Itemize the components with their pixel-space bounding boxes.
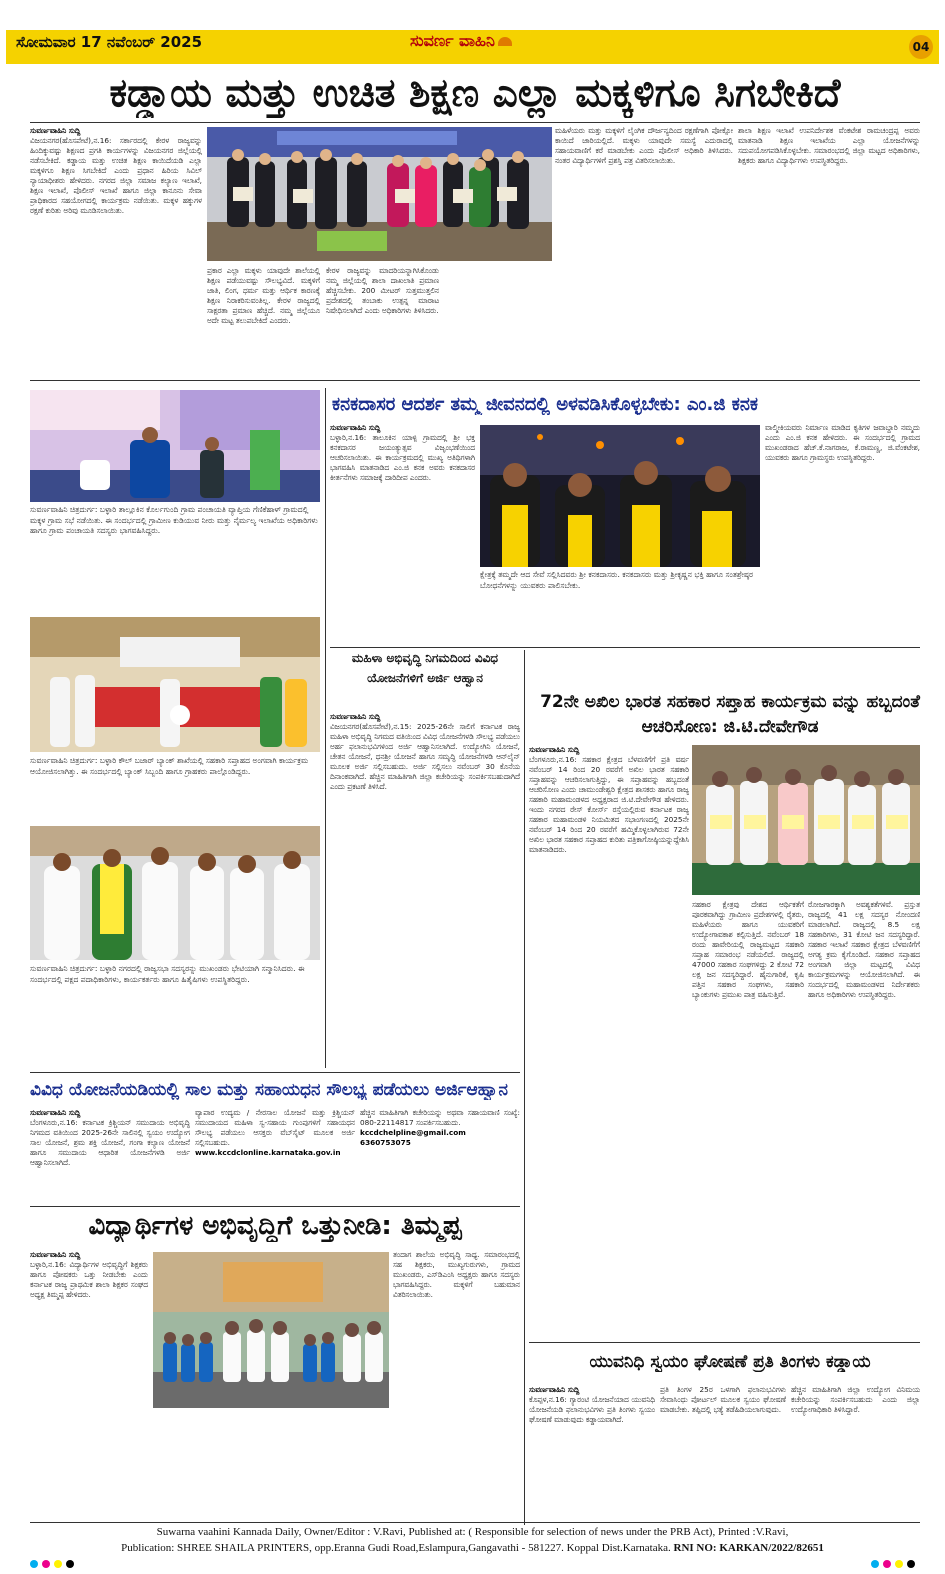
felicitation-photo xyxy=(30,826,320,960)
divider xyxy=(529,1342,920,1343)
mahila-byline: ಸುವರ್ಣವಾಹಿನಿ ಸುದ್ದಿ xyxy=(330,712,381,721)
registration-mark-icon xyxy=(907,1560,915,1568)
main-story-text: ಕೇರಳ ರಾಜ್ಯವನ್ನು ಮಾದರಿಯನ್ನಾಗಿಸಿಕೊಂಡು ನಮ್ಮ ಜಿಲ್ಲೆಯಲ್ಲಿ ಶಾಲಾ ದಾಖಲಾತಿ ಪ್ರಮಾಣ ಹೆಚ್ಚಿಸಬೇಕು. 200 ಮೀಟರ್ ಸುತ್ತಮುತ್ತಲಿನ ಪ್ರದೇಶದಲ್ಲಿ ತಂಬಾಕು ಉತ್ಪನ್ನ ಮಾರಾಟ ನಿಷೇಧಿಸಲಾಗಿದೆ ಎಂದು ಅಧಿಕಾರಿಗಳು ತಿಳಿಸಿದರು. xyxy=(326,266,439,315)
caption-text: ಸುವರ್ಣವಾಹಿನಿ ಚಿತ್ರದುರ್ಗ: ಬಳ್ಳಾರಿ ತಾಲ್ಲೂಕಿನ ಕೊರ್ಲಗುಂದಿ ಗ್ರಾಮ ಪಂಚಾಯತಿ ವ್ಯಾಪ್ತಿಯ ಗೆಣಿಕೆಹಾಳ್ ಗ್ರಾಮದಲ್ಲಿ ಮಕ್ಕಳ ಗ್ರಾಮ ಸಭೆ ನಡೆಯಿತು. ಈ ಸಂದರ್ಭದಲ್ಲಿ ಗ್ರಾಮೀಣ ಕುಡಿಯುವ ನೀರು ಮತ್ತು ನೈರ್ಮಲ್ಯ ಇಲಾಖೆಯ ಅಧಿಕಾರಿಗಳು ಹಾಗೂ ಗ್ರಾಮ ಪಂಚಾಯತಿ ಸದಸ್ಯರು ಭಾಗವಹಿಸಿದ್ದರು. xyxy=(30,505,318,535)
kanaka-byline: ಸುವರ್ಣವಾಹಿನಿ ಸುದ್ದಿ xyxy=(330,423,381,432)
sahakara-text: ಸಹಕಾರ ಕ್ಷೇತ್ರವು ದೇಶದ ಆರ್ಥಿಕತೆಗೆ ಪೂರಕವಾಗಿದ್ದು ಗ್ರಾಮೀಣ ಪ್ರದೇಶಗಳಲ್ಲಿ ರೈತರು, ಮಹಿಳೆಯರು ಹಾಗೂ ಯುವಕರಿಗೆ ಉದ್ಯೋಗಾವಕಾಶ ಕಲ್ಪಿಸುತ್ತಿದೆ. ನವೆಂಬರ್ 18 ರಂದು ಹಾವೇರಿಯಲ್ಲಿ ರಾಜ್ಯಮಟ್ಟದ ಸಹಕಾರಿ ಸಪ್ತಾಹ ಸಮಾರಂಭ ನಡೆಯಲಿದೆ. ರಾಜ್ಯದಲ್ಲಿ 47000 ಸಹಕಾರ ಸಂಘಗಳಿದ್ದು 2 ಕೋಟಿ 72 ಲಕ್ಷ ಜನ ಸದಸ್ಯರಿದ್ದಾರೆ. ಹೈನುಗಾರಿಕೆ, ಕೃಷಿ ಪತ್ತಿನ ಸಹಕಾರ ಸಂಘಗಳು, ಸಹಕಾರಿ ಬ್ಯಾಂಕುಗಳು ಪ್ರಮುಖ ಪಾತ್ರ ವಹಿಸುತ್ತಿವೆ. xyxy=(692,900,804,999)
loan-text: ಹೆಚ್ಚಿನ ಮಾಹಿತಿಗಾಗಿ ಕಚೇರಿಯನ್ನು ಅಥವಾ ಸಹಾಯವಾಣಿ ಸಂಖ್ಯೆ: 080-22114817 ಸಂಪರ್ಕಿಸಬಹುದು. xyxy=(360,1108,520,1127)
vidya-headline: ವಿದ್ಯಾರ್ಥಿಗಳ ಅಭಿವೃದ್ಧಿಗೆ ಒತ್ತುನೀಡಿ: ತಿಮ್ಮಪ್ಪ xyxy=(88,1211,462,1241)
main-story-text: ಪ್ರಕಾರ ಎಲ್ಲಾ ಮಕ್ಕಳು ಯಾವುದೇ ಶಾಲೆಯಲ್ಲಿ ಶಿಕ್ಷಣ ಪಡೆಯುವಷ್ಟು ಸೌಲಭ್ಯವಿದೆ. ಮಕ್ಕಳಿಗೆ ಜಾತಿ, ಲಿಂಗ, ಧರ್ಮ ಮತ್ತು ಆರ್ಥಿಕ ಕಾರಣಕ್ಕೆ ಶಿಕ್ಷಣ ನಿರಾಕರಿಸುವಂತಿಲ್ಲ. ಕೇರಳ ರಾಜ್ಯದಲ್ಲಿ ಸಾಕ್ಷರತಾ ಪ್ರಮಾಣ ಹೆಚ್ಚಿದೆ. ನಮ್ಮ ಜಿಲ್ಲೆಯೂ ಅದೇ ಮಟ್ಟ ತಲುಪಬೇಕಿದೆ ಎಂದರು. xyxy=(207,266,320,325)
divider xyxy=(30,1072,520,1073)
mahila-headline: ಮಹಿಳಾ ಅಭಿವೃದ್ಧಿ ನಿಗಮದಿಂದ ವಿವಿಧ ಯೋಜನೆಗಳಿಗೆ ಅರ್ಜಿ ಆಹ್ವಾನ xyxy=(351,651,499,685)
caption-text: ಸುವರ್ಣವಾಹಿನಿ ಚಿತ್ರದುರ್ಗ: ಬಳ್ಳಾರಿ ಕೌಲ್ ಬಜಾರ್ ಬ್ಯಾಂಕ್ ಶಾಖೆಯಲ್ಲಿ ಸಹಕಾರಿ ಸಪ್ತಾಹದ ಅಂಗವಾಗಿ ಕಾರ್ಯಕ್ರಮ ಆಯೋಜಿಸಲಾಗಿತ್ತು. ಈ ಸಂದರ್ಭದಲ್ಲಿ ಬ್ಯಾಂಕ್ ಸಿಬ್ಬಂದಿ ಹಾಗೂ ಗ್ರಾಹಕರು ಪಾಲ್ಗೊಂಡಿದ್ದರು. xyxy=(30,756,309,776)
photo-caption xyxy=(30,505,320,609)
kanaka-headline: ಕನಕದಾಸರ ಆದರ್ಶ ತಮ್ಮ ಜೀವನದಲ್ಲಿ ಅಳವಡಿಸಿಕೊಳ್ಳಬೇಕು: ಎಂ.ಜಿ ಕನಕ xyxy=(332,394,758,415)
main-story-col3 xyxy=(326,266,439,372)
registration-mark-icon xyxy=(54,1560,62,1568)
registration-mark-icon xyxy=(871,1560,879,1568)
main-story-col5 xyxy=(738,126,920,372)
sahakara-text: ರೋಜಗಾರಕ್ಕಾಗಿ ಅವಶ್ಯಕತೆಗಳಿವೆ. ಪ್ರಸ್ತುತ ರಾಜ್ಯದಲ್ಲಿ 41 ಲಕ್ಷ ಸದಸ್ಯರ ನೋಂದಣಿ ಮಾಡಲಾಗಿದೆ. ರಾಜ್ಯದಲ್ಲಿ 8.5 ಲಕ್ಷ ಸಹಕಾರಿಗಳು, 31 ಕೋಟಿ ಜನ ಸದಸ್ಯರಿದ್ದಾರೆ. ಸಹಕಾರ ಇಲಾಖೆ ಸಹಕಾರ ಕ್ಷೇತ್ರದ ಬೆಳವಣಿಗೆಗೆ ಅಗತ್ಯ ಕ್ರಮ ಕೈಗೊಂಡಿದೆ. ಸಹಕಾರ ಸಪ್ತಾಹದ ಅಂಗವಾಗಿ ಜಿಲ್ಲಾ ಮಟ್ಟದಲ್ಲಿ ವಿವಿಧ ಕಾರ್ಯಕ್ರಮಗಳನ್ನು ಆಯೋಜಿಸಲಾಗಿದೆ. ಈ ಸಂದರ್ಭದಲ್ಲಿ ಮಹಾಮಂಡಳದ ನಿರ್ದೇಶಕರು ಹಾಗೂ ಅಧಿಕಾರಿಗಳು ಉಪಸ್ಥಿತರಿದ್ದರು. xyxy=(808,900,920,999)
loan-mobile: 6360753075 xyxy=(360,1138,411,1147)
imprint-line1: Suwarna vaahini Kannada Daily, Owner/Editor : V.Ravi, Published at: ( Responsible for selection of news under the PRB Act), Printed :V.Ravi, xyxy=(156,1526,789,1538)
loan-headline: ವಿವಿಧ ಯೋಜನೆಯಡಿಯಲ್ಲಿ ಸಾಲ ಮತ್ತು ಸಹಾಯಧನ ಸೌಲಭ್ಯ ಪಡೆಯಲು ಅರ್ಜಿಆಹ್ವಾನ xyxy=(30,1080,508,1100)
yuva-col2 xyxy=(660,1385,786,1520)
sahakara-byline: ಸುವರ್ಣವಾಹಿನಿ ಸುದ್ದಿ xyxy=(529,745,580,754)
vidya-photo xyxy=(153,1252,389,1408)
divider xyxy=(30,1206,520,1207)
divider xyxy=(325,388,326,1068)
vidya-col2 xyxy=(393,1250,520,1520)
kanaka-text: ವಾಲ್ಮೀಕಿಯವರು ನಿರ್ಮಾಣ ಮಾಡಿದ ಕೃತಿಗಳ ಜವಾಬ್ದಾರಿ ನಮ್ಮದು ಎಂದು ಎಂ.ಜಿ ಕನಕ ಹೇಳಿದರು. ಈ ಸಂದರ್ಭದಲ್ಲಿ ಗ್ರಾಮದ ಮುಖಂಡರಾದ ಹೆಚ್.ಕೆ.ನಾಗರಾಜ, ಕೆ.ರಾಮಣ್ಣ, ಜಿ.ವೆಂಕಟೇಶ, ಯುವಕರು ಹಾಗೂ ಗ್ರಾಮಸ್ಥರು ಉಪಸ್ಥಿತರಿದ್ದರು. xyxy=(765,423,920,462)
vidya-text: ಬಳ್ಳಾರಿ,ನ.16: ವಿದ್ಯಾರ್ಥಿಗಳ ಅಭಿವೃದ್ಧಿಗೆ ಶಿಕ್ಷಕರು ಹಾಗೂ ಪೋಷಕರು ಒತ್ತು ನೀಡಬೇಕು ಎಂದು ಕರ್ನಾಟಕ ರಾಜ್ಯ ಪ್ರಾಥಮಿಕ ಶಾಲಾ ಶಿಕ್ಷಕರ ಸಂಘದ ಅಧ್ಯಕ್ಷ ತಿಮ್ಮಪ್ಪ ಹೇಳಿದರು. xyxy=(30,1260,148,1299)
loan-text: ವ್ಯಾಪಾರ ಉದ್ಯಮ / ನೇರಸಾಲ ಯೋಜನೆ ಮತ್ತು ಕ್ರಿಶ್ಚಿಯನ್ ಸಮುದಾಯದ ಮಹಿಳಾ ಸ್ವ-ಸಹಾಯ ಗುಂಪುಗಳಿಗೆ ಸಹಾಯಧನ ಸೌಲಭ್ಯ ಪಡೆಯಲು ಆಸಕ್ತರು ವೆಬ್‌ಸೈಟ್ ಮೂಲಕ ಅರ್ಜಿ ಸಲ್ಲಿಸಬಹುದು. xyxy=(195,1108,355,1147)
loan-text: ಬೆಂಗಳೂರು,ನ.16: ಕರ್ನಾಟಕ ಕ್ರಿಶ್ಚಿಯನ್ ಸಮುದಾಯ ಅಭಿವೃದ್ಧಿ ನಿಗಮದ ವತಿಯಿಂದ 2025-26ನೇ ಸಾಲಿನಲ್ಲಿ ಸ್ವಯಂ ಉದ್ಯೋಗ ಸಾಲ ಯೋಜನೆ, ಶ್ರಮ ಶಕ್ತಿ ಯೋಜನೆ, ಗಂಗಾ ಕಲ್ಯಾಣ ಯೋಜನೆ ಹಾಗೂ ಸಮುದಾಯ ಆಧಾರಿತ ಯೋಜನೆಗಳಡಿ ಅರ್ಜಿ ಆಹ್ವಾನಿಸಲಾಗಿದೆ. xyxy=(30,1118,190,1167)
kanaka-photo xyxy=(480,425,760,567)
masthead-bar xyxy=(6,30,939,64)
loan-website-link[interactable]: www.kccdclonline.karnataka.gov.in xyxy=(195,1148,341,1157)
loan-col3 xyxy=(360,1108,520,1204)
loan-col2 xyxy=(195,1108,355,1204)
main-story-col4 xyxy=(555,126,733,372)
registration-mark-icon xyxy=(30,1560,38,1568)
main-story-byline: ಸುವರ್ಣವಾಹಿನಿ ಸುದ್ದಿ xyxy=(30,126,81,135)
bank-event-photo xyxy=(30,617,320,752)
registration-mark-icon xyxy=(895,1560,903,1568)
kanaka-text: ಬಳ್ಳಾರಿ,ನ.16: ತಾಲೂಕಿನ ಯಾಳ್ಪಿ ಗ್ರಾಮದಲ್ಲಿ ಶ್ರೀ ಭಕ್ತ ಕನಕದಾಸರ ಜಯಂತ್ಯುತ್ಸವ ವಿಜೃಂಭಣೆಯಿಂದ ಆಚರಿಸಲಾಯಿತು. ಈ ಕಾರ್ಯಕ್ರಮದಲ್ಲಿ ಮುಖ್ಯ ಅತಿಥಿಗಳಾಗಿ ಭಾಗವಹಿಸಿ ಮಾತನಾಡಿದ ಎಂ.ಜಿ ಕನಕ ಅವರು ಕನಕದಾಸರ ಕೀರ್ತನೆಗಳು ಸಮಾಜಕ್ಕೆ ದಾರಿದೀಪ ಎಂದರು. xyxy=(330,433,475,482)
divider xyxy=(30,380,920,381)
yuva-byline: ಸುವರ್ಣವಾಹಿನಿ ಸುದ್ದಿ xyxy=(529,1385,580,1394)
registration-mark-icon xyxy=(42,1560,50,1568)
yuva-headline: ಯುವನಿಧಿ ಸ್ವಯಂ ಘೋಷಣೆ ಪ್ರತಿ ತಿಂಗಳು ಕಡ್ಡಾಯ xyxy=(589,1352,871,1372)
sahakara-headline: 72ನೇ ಅಖಿಲ ಭಾರತ ಸಹಕಾರ ಸಪ್ತಾಹ ಕಾರ್ಯಕ್ರಮ ವನ್ನು ಹಬ್ಬದಂತೆ ಆಚರಿಸೋಣ: ಜಿ.ಟಿ.ದೇವೇಗೌಡ xyxy=(540,692,920,737)
kanaka-col1 xyxy=(330,423,475,643)
mahila-text: ವಿಜಯನಗರ(ಹೊಸಪೇಟೆ),ನ.15: 2025-26ನೇ ಸಾಲಿಗೆ ಕರ್ನಾಟಕ ರಾಜ್ಯ ಮಹಿಳಾ ಅಭಿವೃದ್ಧಿ ನಿಗಮದ ವತಿಯಿಂದ ವಿವಿಧ ಯೋಜನೆಗಳಡಿ ಸೌಲಭ್ಯ ಪಡೆಯಲು ಅರ್ಹ ಫಲಾನುಭವಿಗಳಿಂದ ಅರ್ಜಿ ಆಹ್ವಾನಿಸಲಾಗಿದೆ. ಉದ್ಯೋಗಿನಿ ಯೋಜನೆ, ಚೇತನ ಯೋಜನೆ, ಧನಶ್ರೀ ಯೋಜನೆ ಹಾಗೂ ಸಮೃದ್ಧಿ ಯೋಜನೆಗಳಡಿ ಆನ್‌ಲೈನ್ ಮೂಲಕ ಅರ್ಜಿ ಸಲ್ಲಿಸಬಹುದು. ಅರ್ಜಿ ಸಲ್ಲಿಸಲು ನವೆಂಬರ್ 30 ಕೊನೆಯ ದಿನಾಂಕವಾಗಿದೆ. ಹೆಚ್ಚಿನ ಮಾಹಿತಿಗಾಗಿ ಜಿಲ್ಲಾ ಕಚೇರಿಯನ್ನು ಸಂಪರ್ಕಿಸಬಹುದಾಗಿದೆ ಎಂದು ಪ್ರಕಟಣೆ ತಿಳಿಸಿದೆ. xyxy=(330,722,520,791)
photo-caption xyxy=(30,756,320,818)
main-headline: ಕಡ್ಡಾಯ ಮತ್ತು ಉಚಿತ ಶಿಕ್ಷಣ ಎಲ್ಲಾ ಮಕ್ಕಳಿಗೂ ಸಿಗಬೇಕಿದೆ xyxy=(109,71,841,116)
photo-caption xyxy=(30,964,320,1068)
sahakara-col3 xyxy=(808,900,920,1336)
page-number: 04 xyxy=(909,35,933,59)
vidya-text: ತಂದಾಗ ಶಾಲೆಯ ಅಭಿವೃದ್ಧಿ ಸಾಧ್ಯ. ಸಮಾರಂಭದಲ್ಲಿ ಸಹ ಶಿಕ್ಷಕರು, ಮುಖ್ಯಗುರುಗಳು, ಗ್ರಾಮದ ಮುಖಂಡರು, ಎಸ್‌ಡಿಎಂಸಿ ಅಧ್ಯಕ್ಷರು ಹಾಗೂ ಸದಸ್ಯರು ಭಾಗವಹಿಸಿದ್ದರು. ಮಕ್ಕಳಿಗೆ ಬಹುಮಾನ ವಿತರಿಸಲಾಯಿತು. xyxy=(393,1250,520,1299)
imprint-address: Publication: SHREE SHAILA PRINTERS, opp.Eranna Gudi Road,Eslampura,Gangavathi - 581227. Koppal Dist.Karnataka. xyxy=(121,1542,671,1554)
main-story-text: ಮಹಿಳೆಯರು ಮತ್ತು ಮಕ್ಕಳಿಗೆ ಲೈಂಗಿಕ ದೌರ್ಜನ್ಯದಿಂದ ರಕ್ಷಣೆಗಾಗಿ ಪೋಕ್ಸೋ ಕಾಯಿದೆ ಜಾರಿಯಲ್ಲಿದೆ. ಮಕ್ಕಳು ಯಾವುದೇ ಸಮಸ್ಯೆ ಎದುರಾದಲ್ಲಿ ಸಹಾಯವಾಣಿಗೆ ಕರೆ ಮಾಡಬೇಕು ಎಂದು ಪೊಲೀಸ್ ಅಧಿಕಾರಿ ತಿಳಿಸಿದರು. ನಂತರ ವಿದ್ಯಾರ್ಥಿಗಳಿಗೆ ಪ್ರಶಸ್ತಿ ಪತ್ರ ವಿತರಿಸಲಾಯಿತು. xyxy=(555,126,733,165)
main-story-col1 xyxy=(30,126,202,372)
kanaka-photo-caption xyxy=(480,570,760,642)
main-story-photo xyxy=(207,127,552,261)
caption-text: ಕ್ಷೇತ್ರಕ್ಕೆ ತಮ್ಮದೇ ಆದ ಸೇವೆ ಸಲ್ಲಿಸಿದವರು ಶ್ರೀ ಕನಕದಾಸರು. ಕನಕದಾಸರು ಮತ್ತು ಶ್ರೀಕೃಷ್ಣನ ಭಕ್ತಿ ಹಾಗೂ ಸಂತಶ್ರೇಷ್ಠರ ಬೋಧನೆಗಳನ್ನು ಯುವಕರು ಪಾಲಿಸಬೇಕು. xyxy=(480,570,754,590)
yuva-text: ಹೆಚ್ಚಿನ ಮಾಹಿತಿಗಾಗಿ ಜಿಲ್ಲಾ ಉದ್ಯೋಗ ವಿನಿಮಯ ಕಚೇರಿಯನ್ನು ಸಂಪರ್ಕಿಸಬಹುದು ಎಂದು ಜಿಲ್ಲಾ ಉದ್ಯೋಗಾಧಿಕಾರಿ ತಿಳಿಸಿದ್ದಾರೆ. xyxy=(791,1385,920,1414)
rni-number: RNI NO: KARKAN/2022/82651 xyxy=(673,1542,824,1554)
yuva-text: ಕೊಪ್ಪಳ,ನ.16: ಗ್ಯಾರಂಟಿ ಯೋಜನೆಯಾದ ಯುವನಿಧಿ ಯೋಜನೆಯಡಿ ಫಲಾನುಭವಿಗಳು ಪ್ರತಿ ತಿಂಗಳು ಸ್ವಯಂ ಘೋಷಣೆ ಮಾಡುವುದು ಕಡ್ಡಾಯವಾಗಿದೆ. xyxy=(529,1395,655,1424)
vidya-byline: ಸುವರ್ಣವಾಹಿನಿ ಸುದ್ದಿ xyxy=(30,1250,81,1259)
kanaka-col2 xyxy=(765,423,920,643)
vidya-col1 xyxy=(30,1250,148,1520)
main-story-text: ಶಾಲಾ ಶಿಕ್ಷಣ ಇಲಾಖೆ ಉಪನಿರ್ದೇಶಕ ವೆಂಕಟೇಶ ರಾಮಚಂದ್ರಪ್ಪ ಅವರು ಮಾತನಾಡಿ ಶಿಕ್ಷಣ ಇಲಾಖೆಯ ಎಲ್ಲಾ ಯೋಜನೆಗಳನ್ನು ಸದುಪಯೋಗಪಡಿಸಿಕೊಳ್ಳಬೇಕು. ಸಮಾರಂಭದಲ್ಲಿ ಜಿಲ್ಲಾ ಮಟ್ಟದ ಅಧಿಕಾರಿಗಳು, ಶಿಕ್ಷಕರು ಹಾಗೂ ವಿದ್ಯಾರ್ಥಿಗಳು ಉಪಸ್ಥಿತರಿದ್ದರು. xyxy=(738,126,920,165)
imprint-line2 xyxy=(0,1540,945,1556)
sahakara-col2 xyxy=(692,900,804,1336)
loan-col1 xyxy=(30,1108,190,1204)
mahila-body xyxy=(330,712,520,1068)
loan-email-link[interactable]: kccdchelpline@gmail.com xyxy=(360,1128,466,1137)
main-story-text: ವಿಜಯನಗರ(ಹೊಸಪೇಟೆ),ನ.16: ಸರ್ಕಾರದಲ್ಲಿ ಕೇರಳ ರಾಜ್ಯವನ್ನು ಹಿಂದಿಕ್ಕುವಷ್ಟು ಶಿಕ್ಷಣದ ಪ್ರಗತಿ ಕಾರ್ಯಗಳನ್ನು ವಿಜಯನಗರ ಜಿಲ್ಲೆಯಲ್ಲಿ ನಡೆಸಬೇಕಿದೆ. ಕಡ್ಡಾಯ ಮತ್ತು ಉಚಿತ ಶಿಕ್ಷಣ ಕಾಯಿದೆಯಡಿ ಎಲ್ಲಾ ಮಕ್ಕಳಿಗೂ ಶಿಕ್ಷಣ ಸಿಗಬೇಕಿದೆ ಎಂದು ಪ್ರಧಾನ ಹಿರಿಯ ಸಿವಿಲ್ ನ್ಯಾಯಾಧೀಶರು ಹೇಳಿದರು. ನಗರದ ಜಿಲ್ಲಾ ಸಮಾಜ ಕಲ್ಯಾಣ ಇಲಾಖೆ, ಶಿಕ್ಷಣ ಇಲಾಖೆ, ಪೊಲೀಸ್ ಇಲಾಖೆ ಹಾಗೂ ಜಿಲ್ಲಾ ಕಾನೂನು ಸೇವಾ ಪ್ರಾಧಿಕಾರದ ಸಹಯೋಗದಲ್ಲಿ ಕಾರ್ಯಕ್ರಮ ನಡೆಯಿತು. ಮಕ್ಕಳ ಹಕ್ಕುಗಳ ರಕ್ಷಣೆ ಕುರಿತು ಅರಿವು ಮೂಡಿಸಲಾಯಿತು. xyxy=(30,136,202,215)
main-story-col2 xyxy=(207,266,320,372)
brand-name: ಸುವರ್ಣ ವಾಹಿನಿ xyxy=(410,31,495,50)
registration-mark-icon xyxy=(883,1560,891,1568)
caption-text: ಸುವರ್ಣವಾಹಿನಿ ಚಿತ್ರದುರ್ಗ: ಬಳ್ಳಾರಿ ನಗರದಲ್ಲಿ ರಾಜ್ಯಸಭಾ ಸದಸ್ಯರನ್ನು ಮುಖಂಡರು ಭೇಟಿಯಾಗಿ ಸನ್ಮಾನಿಸಿದರು. ಈ ಸಂದರ್ಭದಲ್ಲಿ ಪಕ್ಷದ ಪದಾಧಿಕಾರಿಗಳು, ಕಾರ್ಯಕರ್ತರು ಹಾಗೂ ಹಿತೈಷಿಗಳು ಉಪಸ್ಥಿತರಿದ್ದರು. xyxy=(30,964,305,984)
loan-byline: ಸುವರ್ಣವಾಹಿನಿ ಸುದ್ದಿ xyxy=(30,1108,81,1117)
divider xyxy=(30,1522,920,1523)
divider xyxy=(30,122,920,123)
imprint-footer xyxy=(0,1524,945,1558)
brand-logo xyxy=(410,31,515,51)
yuva-col3 xyxy=(791,1385,920,1520)
sun-logo-icon xyxy=(498,37,512,46)
childrens-gram-sabha-photo xyxy=(30,390,320,502)
yuva-col1 xyxy=(529,1385,655,1520)
sahakara-text: ಬೆಂಗಳೂರು,ನ.16: ಸಹಕಾರ ಕ್ಷೇತ್ರದ ಬೆಳವಣಿಗೆಗೆ ಪ್ರತಿ ವರ್ಷ ನವೆಂಬರ್ 14 ರಿಂದ 20 ರವರೆಗೆ ಅಖಿಲ ಭಾರತ ಸಹಕಾರಿ ಸಪ್ತಾಹವನ್ನು ಆಚರಿಸಲಾಗುತ್ತಿದ್ದು, ಈ ಸಪ್ತಾಹವನ್ನು ಹಬ್ಬದಂತೆ ಆಚರಿಸೋಣ ಎಂದು ಚಾಮುಂಡೇಶ್ವರಿ ಕ್ಷೇತ್ರದ ಶಾಸಕರು ಹಾಗೂ ರಾಜ್ಯ ಸಹಕಾರಿ ಮಹಾಮಂಡಳದ ಅಧ್ಯಕ್ಷರಾದ ಜಿ.ಟಿ.ದೇವೇಗೌಡ ಹೇಳಿದರು. ಇಂದು ನಗರದ ರೇಸ್ ಕೋರ್ಸ್ ರಸ್ತೆಯಲ್ಲಿರುವ ಕರ್ನಾಟಕ ರಾಜ್ಯ ಸಹಕಾರ ಮಹಾಮಂಡಳಿ ನಿಯಮಿತದ ಸಭಾಂಗಣದಲ್ಲಿ 2025ನೇ ನವೆಂಬರ್ 14 ರಿಂದ 20 ರವರೆಗೆ ಹಮ್ಮಿಕೊಳ್ಳಲಾಗಿರುವ 72ನೇ ಅಖಿಲ ಭಾರತ ಸಹಕಾರ ಸಪ್ತಾಹದ ಕುರಿತು ಪತ್ರಿಕಾಗೋಷ್ಠಿಯನ್ನುದ್ದೇಶಿಸಿ ಮಾತನಾಡಿದರು. xyxy=(529,755,689,854)
issue-date: ಸೋಮವಾರ 17 ನವೆಂಬರ್ 2025 xyxy=(16,33,203,51)
sahakara-photo xyxy=(692,745,920,895)
divider xyxy=(524,650,525,1525)
yuva-text: ಪ್ರತಿ ತಿಂಗಳ 25ರ ಒಳಗಾಗಿ ಫಲಾನುಭವಿಗಳು ಸೇವಾಸಿಂಧು ಪೋರ್ಟಲ್ ಮೂಲಕ ಸ್ವಯಂ ಘೋಷಣೆ ಮಾಡಬೇಕು. ತಪ್ಪಿದಲ್ಲಿ ಭತ್ಯೆ ತಡೆಹಿಡಿಯಲಾಗುವುದು. xyxy=(660,1385,786,1414)
sahakara-col1 xyxy=(529,745,689,1335)
registration-mark-icon xyxy=(66,1560,74,1568)
